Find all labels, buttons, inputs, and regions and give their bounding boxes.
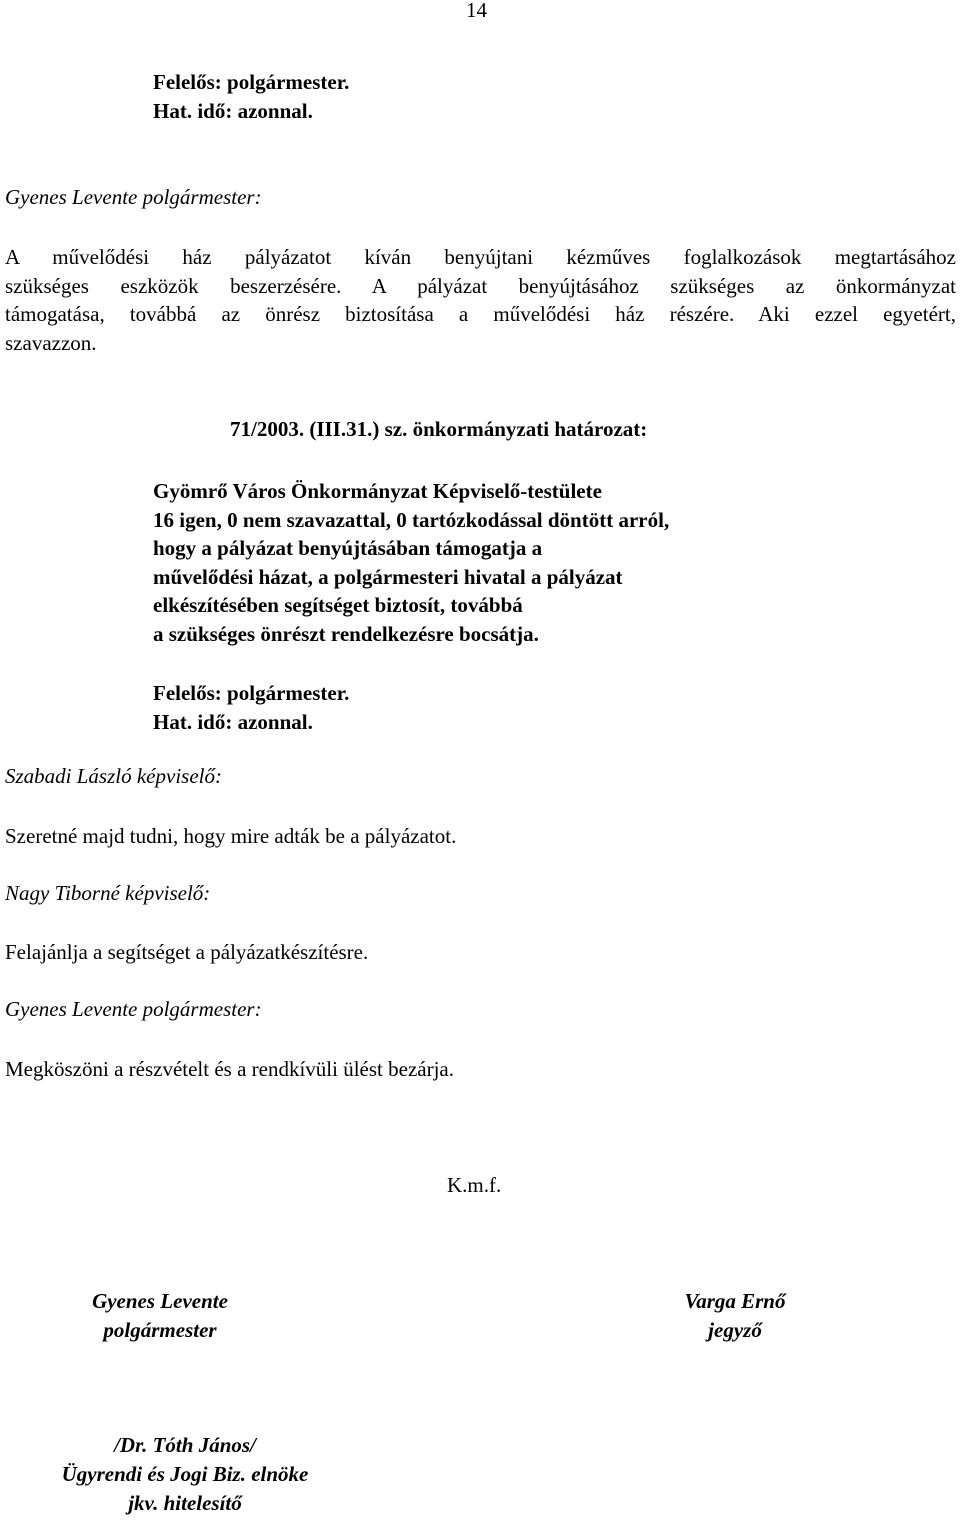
speaker-mayor-2: Gyenes Levente polgármester:: [5, 997, 262, 1021]
signature-mayor: [60, 1287, 260, 1345]
resolution-line: a szükséges önrészt rendelkezésre bocsátja.: [153, 621, 539, 646]
signature-role-secondary: jkv. hitelesítő: [128, 1491, 242, 1515]
kmf-label: K.m.f.: [447, 1173, 502, 1197]
paragraph-line: A művelődési ház pályázatot kíván benyújtani kézműves foglalkozások megtartásához: [5, 245, 956, 269]
resolution-line: Gyömrő Város Önkormányzat Képviselő-testülete: [153, 479, 602, 503]
signature-name: Gyenes Levente: [92, 1289, 228, 1313]
deadline-line: Hat. idő: azonnal.: [153, 98, 313, 123]
paragraph-line: támogatása, továbbá az önrész biztosítása a művelődési ház részére. Aki ezzel egyetért,: [5, 302, 956, 326]
top-decision-block: [153, 68, 349, 125]
speaker-mayor-1: Gyenes Levente polgármester:: [5, 185, 262, 209]
signature-authenticator: [20, 1431, 350, 1518]
resolution-line: 16 igen, 0 nem szavazattal, 0 tartózkodással döntött arról,: [153, 507, 670, 532]
signature-name: Varga Ernő: [684, 1289, 786, 1313]
resolution-body: [153, 477, 669, 648]
resolution-line: művelődési házat, a polgármesteri hivatal a pályázat: [153, 564, 623, 589]
szabadi-paragraph: Szeretné majd tudni, hogy mire adták be a pályázatot.: [5, 824, 457, 848]
signature-name: /Dr. Tóth János/: [114, 1433, 256, 1457]
speaker-szabadi: Szabadi László képviselő:: [5, 764, 222, 788]
speaker-nagy: Nagy Tiborné képviselő:: [5, 881, 211, 905]
mayor-paragraph: [5, 243, 956, 357]
nagy-paragraph: Felajánlja a segítséget a pályázatkészítésre.: [5, 940, 369, 964]
signature-role: polgármester: [103, 1318, 217, 1342]
responsible-line: Felelős: polgármester.: [153, 681, 350, 705]
signature-notary: [635, 1287, 835, 1345]
resolution-line: elkészítésében segítséget biztosít, továbbá: [153, 593, 523, 617]
closing-paragraph: Megköszöni a részvételt és a rendkívüli ülést bezárja.: [5, 1057, 454, 1081]
paragraph-line: szükséges eszközök beszerzésére. A pályázat benyújtásához szükséges az önkormányzat: [5, 273, 956, 298]
resolution-decision-block: [153, 679, 349, 736]
responsible-line: Felelős: polgármester.: [153, 70, 350, 94]
signature-role: jegyző: [708, 1318, 762, 1342]
resolution-line: hogy a pályázat benyújtásában támogatja a: [153, 536, 543, 560]
paragraph-line: szavazzon.: [5, 330, 97, 355]
deadline-line: Hat. idő: azonnal.: [153, 709, 313, 734]
resolution-title: 71/2003. (III.31.) sz. önkormányzati határozat:: [230, 417, 648, 441]
page-number: 14: [466, 0, 487, 22]
signature-role: Ügyrendi és Jogi Biz. elnöke: [61, 1462, 309, 1486]
